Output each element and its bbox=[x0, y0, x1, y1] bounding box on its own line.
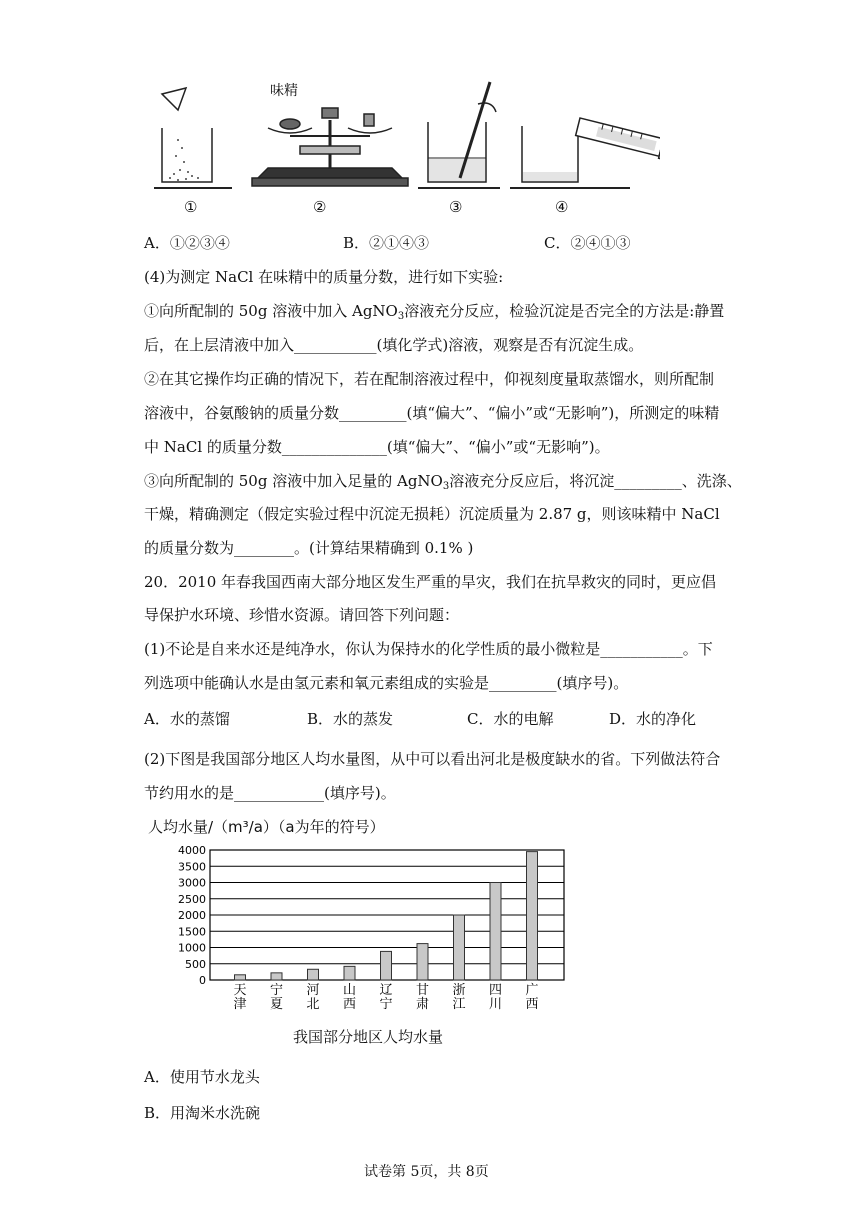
water-per-capita-chart bbox=[168, 840, 578, 1020]
q20-part2-option-b: B．用淘米水洗碗 bbox=[144, 1104, 261, 1122]
option-b: B．②①④③ bbox=[343, 234, 430, 252]
y-tick-label: 2500 bbox=[178, 892, 206, 906]
figure-2-balance bbox=[252, 108, 408, 186]
part4-step2-line2: 溶液中，谷氨酸钠的质量分数_________(填“偏大”、“偏小”或“无影响”)，所测定的味精 bbox=[144, 404, 720, 422]
bar bbox=[417, 944, 428, 980]
part4-step3-line1: ③向所配制的 50g 溶液中加入足量的 AgNO$_3$溶液充分反应后，将沉淀_________、洗涤、 bbox=[144, 472, 742, 492]
x-tick-label: 甘 bbox=[415, 983, 430, 998]
bar bbox=[271, 973, 282, 980]
q20-part1-option-c: C．水的电解 bbox=[467, 710, 554, 728]
figure-label-1: ① bbox=[184, 198, 198, 216]
balance-label: 味精 bbox=[270, 83, 298, 99]
figure-label-4: ④ bbox=[555, 198, 569, 216]
part4-intro: (4)为测定 NaCl 在味精中的质量分数，进行如下实验: bbox=[144, 268, 504, 286]
y-tick-label: 1500 bbox=[178, 925, 206, 939]
bar bbox=[454, 915, 465, 980]
figure-1-beaker-pouring bbox=[154, 88, 232, 188]
q20-part2-line1: (2)下图是我国部分地区人均水量图，从中可以看出河北是极度缺水的省。下列做法符合 bbox=[144, 750, 721, 768]
x-tick-label: 川 bbox=[488, 997, 503, 1012]
figure-label-2: ② bbox=[313, 198, 327, 216]
apparatus-figures bbox=[140, 80, 660, 220]
part4-step2-line3: 中 NaCl 的质量分数______________(填“偏大”、“偏小”或“无影响”)。 bbox=[144, 438, 610, 456]
y-tick-label: 2000 bbox=[178, 909, 206, 922]
bar bbox=[308, 969, 319, 980]
x-tick-label: 西 bbox=[342, 997, 357, 1012]
figure-4-cylinder-pouring bbox=[510, 116, 660, 188]
y-tick-label: 3500 bbox=[178, 860, 206, 874]
chart-caption: 我国部分地区人均水量 bbox=[293, 1028, 444, 1046]
q20-part2-line2: 节约用水的是____________(填序号)。 bbox=[144, 784, 396, 802]
x-tick-label: 西 bbox=[525, 997, 539, 1012]
q20-part1-option-b: B．水的蒸发 bbox=[307, 710, 394, 728]
x-tick-label: 江 bbox=[452, 997, 466, 1012]
bar bbox=[235, 975, 246, 980]
bar bbox=[527, 852, 538, 980]
page-footer: 试卷第 5页，共 8页 bbox=[364, 1164, 489, 1180]
q20-stem-line1: 20．2010 年春我国西南大部分地区发生严重的旱灾，我们在抗旱救灾的同时，更应倡 bbox=[144, 573, 717, 591]
y-tick-label: 0 bbox=[199, 974, 206, 987]
x-tick-label: 肃 bbox=[415, 997, 430, 1012]
bar bbox=[490, 883, 501, 981]
x-tick-label: 北 bbox=[306, 997, 320, 1012]
q20-part2-option-a: A．使用节水龙头 bbox=[144, 1068, 260, 1086]
part4-step2-line1: ②在其它操作均正确的情况下，若在配制溶液过程中，仰视刻度量取蒸馏水，则所配制 bbox=[144, 370, 715, 388]
part4-step1-line1: ①向所配制的 50g 溶液中加入 AgNO$_3$溶液充分反应，检验沉淀是否完全的方法是:静置 bbox=[144, 302, 725, 322]
x-tick-label: 夏 bbox=[269, 997, 284, 1012]
figure-3-beaker-stirring bbox=[418, 82, 500, 188]
figure-label-3: ③ bbox=[449, 198, 463, 216]
x-tick-label: 河 bbox=[306, 983, 320, 998]
x-tick-label: 天 bbox=[233, 983, 247, 998]
y-tick-label: 500 bbox=[185, 957, 206, 971]
q20-part1-option-a: A．水的蒸馏 bbox=[144, 710, 230, 728]
x-tick-label: 浙 bbox=[452, 983, 466, 998]
y-tick-label: 1000 bbox=[178, 941, 206, 955]
x-tick-label: 津 bbox=[233, 997, 247, 1012]
bar bbox=[381, 951, 392, 980]
q20-part1-line2: 列选项中能确认水是由氢元素和氧元素组成的实验是_________(填序号)。 bbox=[144, 674, 629, 692]
part4-step3-line3: 的质量分数为________。(计算结果精确到 0.1% ) bbox=[144, 539, 474, 557]
part4-step3-line2: 干燥，精确测定（假定实验过程中沉淀无损耗）沉淀质量为 2.87 g，则该味精中 NaCl bbox=[144, 505, 720, 523]
bar bbox=[344, 966, 355, 980]
x-tick-label: 宁 bbox=[269, 983, 284, 998]
q20-part1-option-d: D．水的净化 bbox=[609, 710, 697, 728]
q20-part1-line1: (1)不论是自来水还是纯净水，你认为保持水的化学性质的最小微粒是___________。下 bbox=[144, 640, 713, 658]
option-c: C．②④①③ bbox=[544, 234, 631, 252]
option-a: A．①②③④ bbox=[144, 234, 230, 252]
q20-stem-line2: 导保护水环境、珍惜水资源。请回答下列问题： bbox=[144, 606, 460, 624]
part4-step1-line2: 后，在上层清液中加入___________(填化学式)溶液，观察是否有沉淀生成。 bbox=[144, 336, 644, 354]
x-tick-label: 山 bbox=[342, 983, 357, 998]
chart-title: 人均水量/（m³/a）（a为年的符号） bbox=[148, 818, 385, 836]
x-tick-label: 辽 bbox=[379, 983, 393, 998]
x-tick-label: 宁 bbox=[379, 997, 393, 1012]
x-tick-label: 四 bbox=[488, 983, 503, 998]
x-tick-label: 广 bbox=[525, 983, 539, 998]
y-tick-label: 4000 bbox=[178, 844, 206, 857]
y-tick-label: 3000 bbox=[178, 876, 206, 890]
